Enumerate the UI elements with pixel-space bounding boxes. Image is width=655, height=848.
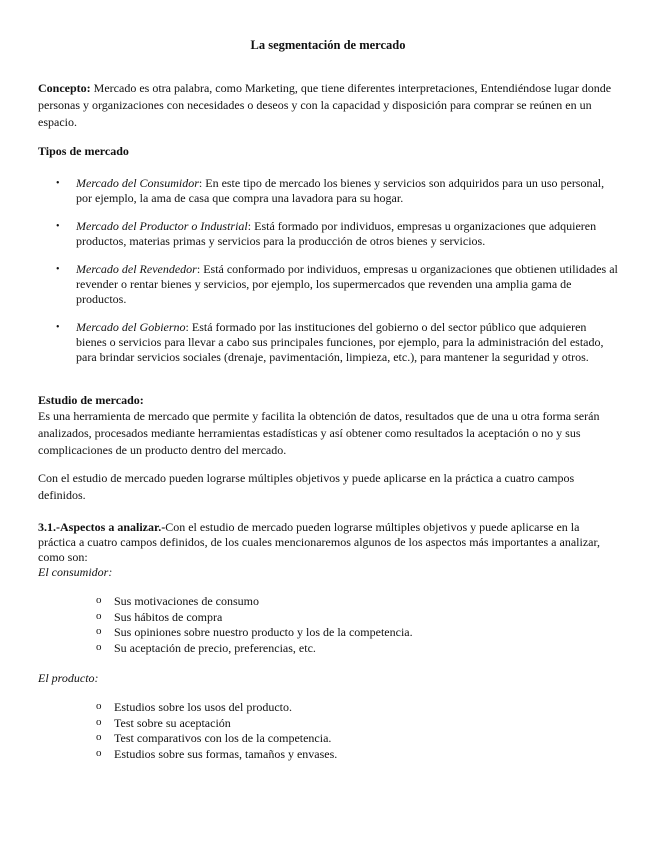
page-title: La segmentación de mercado [250, 38, 406, 52]
tipos-list [38, 176, 618, 365]
tipos-heading: Tipos de mercado [38, 144, 129, 158]
concepto-paragraph [38, 80, 618, 131]
list-item: o Test comparativos con los de la competencia. [96, 731, 332, 745]
concepto-text: Mercado es otra palabra, como Marketing, que tiene diferentes interpretaciones, Entendiéndose lugar donde personas y organizaciones con necesidades o deseos y con la capacidad y disposición para comprar se reúnen en un espacio. [38, 81, 612, 129]
sub-bullet-icon: o [96, 609, 102, 622]
sub-bullet-icon: o [96, 715, 102, 728]
list-item: • Mercado del Gobierno: Está formado por las instituciones del gobierno o del sector público que adquieren bienes o servicios para llevar a cabo sus principales funciones, por ejemplo, para la administración del estado, para brindar servicios sociales (drenaje, pavimentación, limpieza, etc.), para mantener la seguridad y otros. [56, 320, 604, 364]
sub-bullet-icon: o [96, 731, 102, 743]
consumidor-heading: El consumidor: [38, 565, 113, 579]
list-item: o Estudios sobre los usos del producto. [96, 700, 292, 714]
sub-bullet-icon: o [96, 625, 102, 637]
list-item: o Sus motivaciones de consumo [96, 594, 259, 608]
list-item: • Mercado del Productor o Industrial: Está formado por individuos, empresas u organizaciones que adquieren productos, materias primas y servicios para la producción de otros bienes y servicios. [56, 219, 597, 248]
list-item: o Sus opiniones sobre nuestro producto y los de la competencia. [96, 625, 413, 639]
list-item: • Mercado del Revendedor: Está conformado por individuos, empresas u organizaciones que obtienen utilidades al revender o rentar bienes y servicios, por ejemplo, los supermercados que revenden una amplia gama de productos. [56, 262, 618, 306]
producto-heading: El producto: [38, 671, 99, 685]
bullet-icon: • [56, 221, 60, 232]
producto-list [38, 700, 618, 762]
sub-bullet-icon: o [96, 594, 102, 606]
list-item: • Mercado del Consumidor: En este tipo de mercado los bienes y servicios son adquiridos para un uso personal, por ejemplo, la ama de casa que compra una lavadora para su hogar. [56, 176, 605, 205]
list-item: o Test sobre su aceptación [96, 715, 231, 730]
estudio-paragraph-1: Es una herramienta de mercado que permite y facilita la obtención de datos, resultados que de una u otra forma serán analizados, procesados mediante herramientas estadísticas y así obtener como resultados la aceptación o no y sus complicaciones de un producto dentro del mercado. [38, 409, 600, 457]
list-item: o Estudios sobre sus formas, tamaños y envases. [96, 746, 338, 761]
estudio-paragraph-2: Con el estudio de mercado pueden lograrse múltiples objetivos y puede aplicarse en la práctica a cuatro campos definidos. [38, 471, 575, 502]
aspectos-paragraph: 3.1.-Aspectos a analizar.-Con el estudio de mercado pueden lograrse múltiples objetivos y puede aplicarse en la práctica a cuatro campos definidos, de los cuales mencionaremos algunos de los aspectos más importantes a analizar, como son: [38, 520, 600, 564]
list-item: o Sus hábitos de compra [96, 609, 223, 624]
bullet-icon: • [56, 264, 60, 275]
bullet-icon: • [56, 322, 60, 333]
concepto-label: Concepto: [38, 81, 91, 95]
consumidor-list [38, 594, 618, 656]
estudio-heading: Estudio de mercado: [38, 393, 144, 407]
list-item: o Su aceptación de precio, preferencias, etc. [96, 640, 316, 655]
sub-bullet-icon: o [96, 700, 102, 712]
sub-bullet-icon: o [96, 746, 102, 759]
aspectos-label: 3.1.-Aspectos a analizar.- [38, 520, 166, 534]
bullet-icon: • [56, 178, 60, 189]
sub-bullet-icon: o [96, 640, 102, 653]
